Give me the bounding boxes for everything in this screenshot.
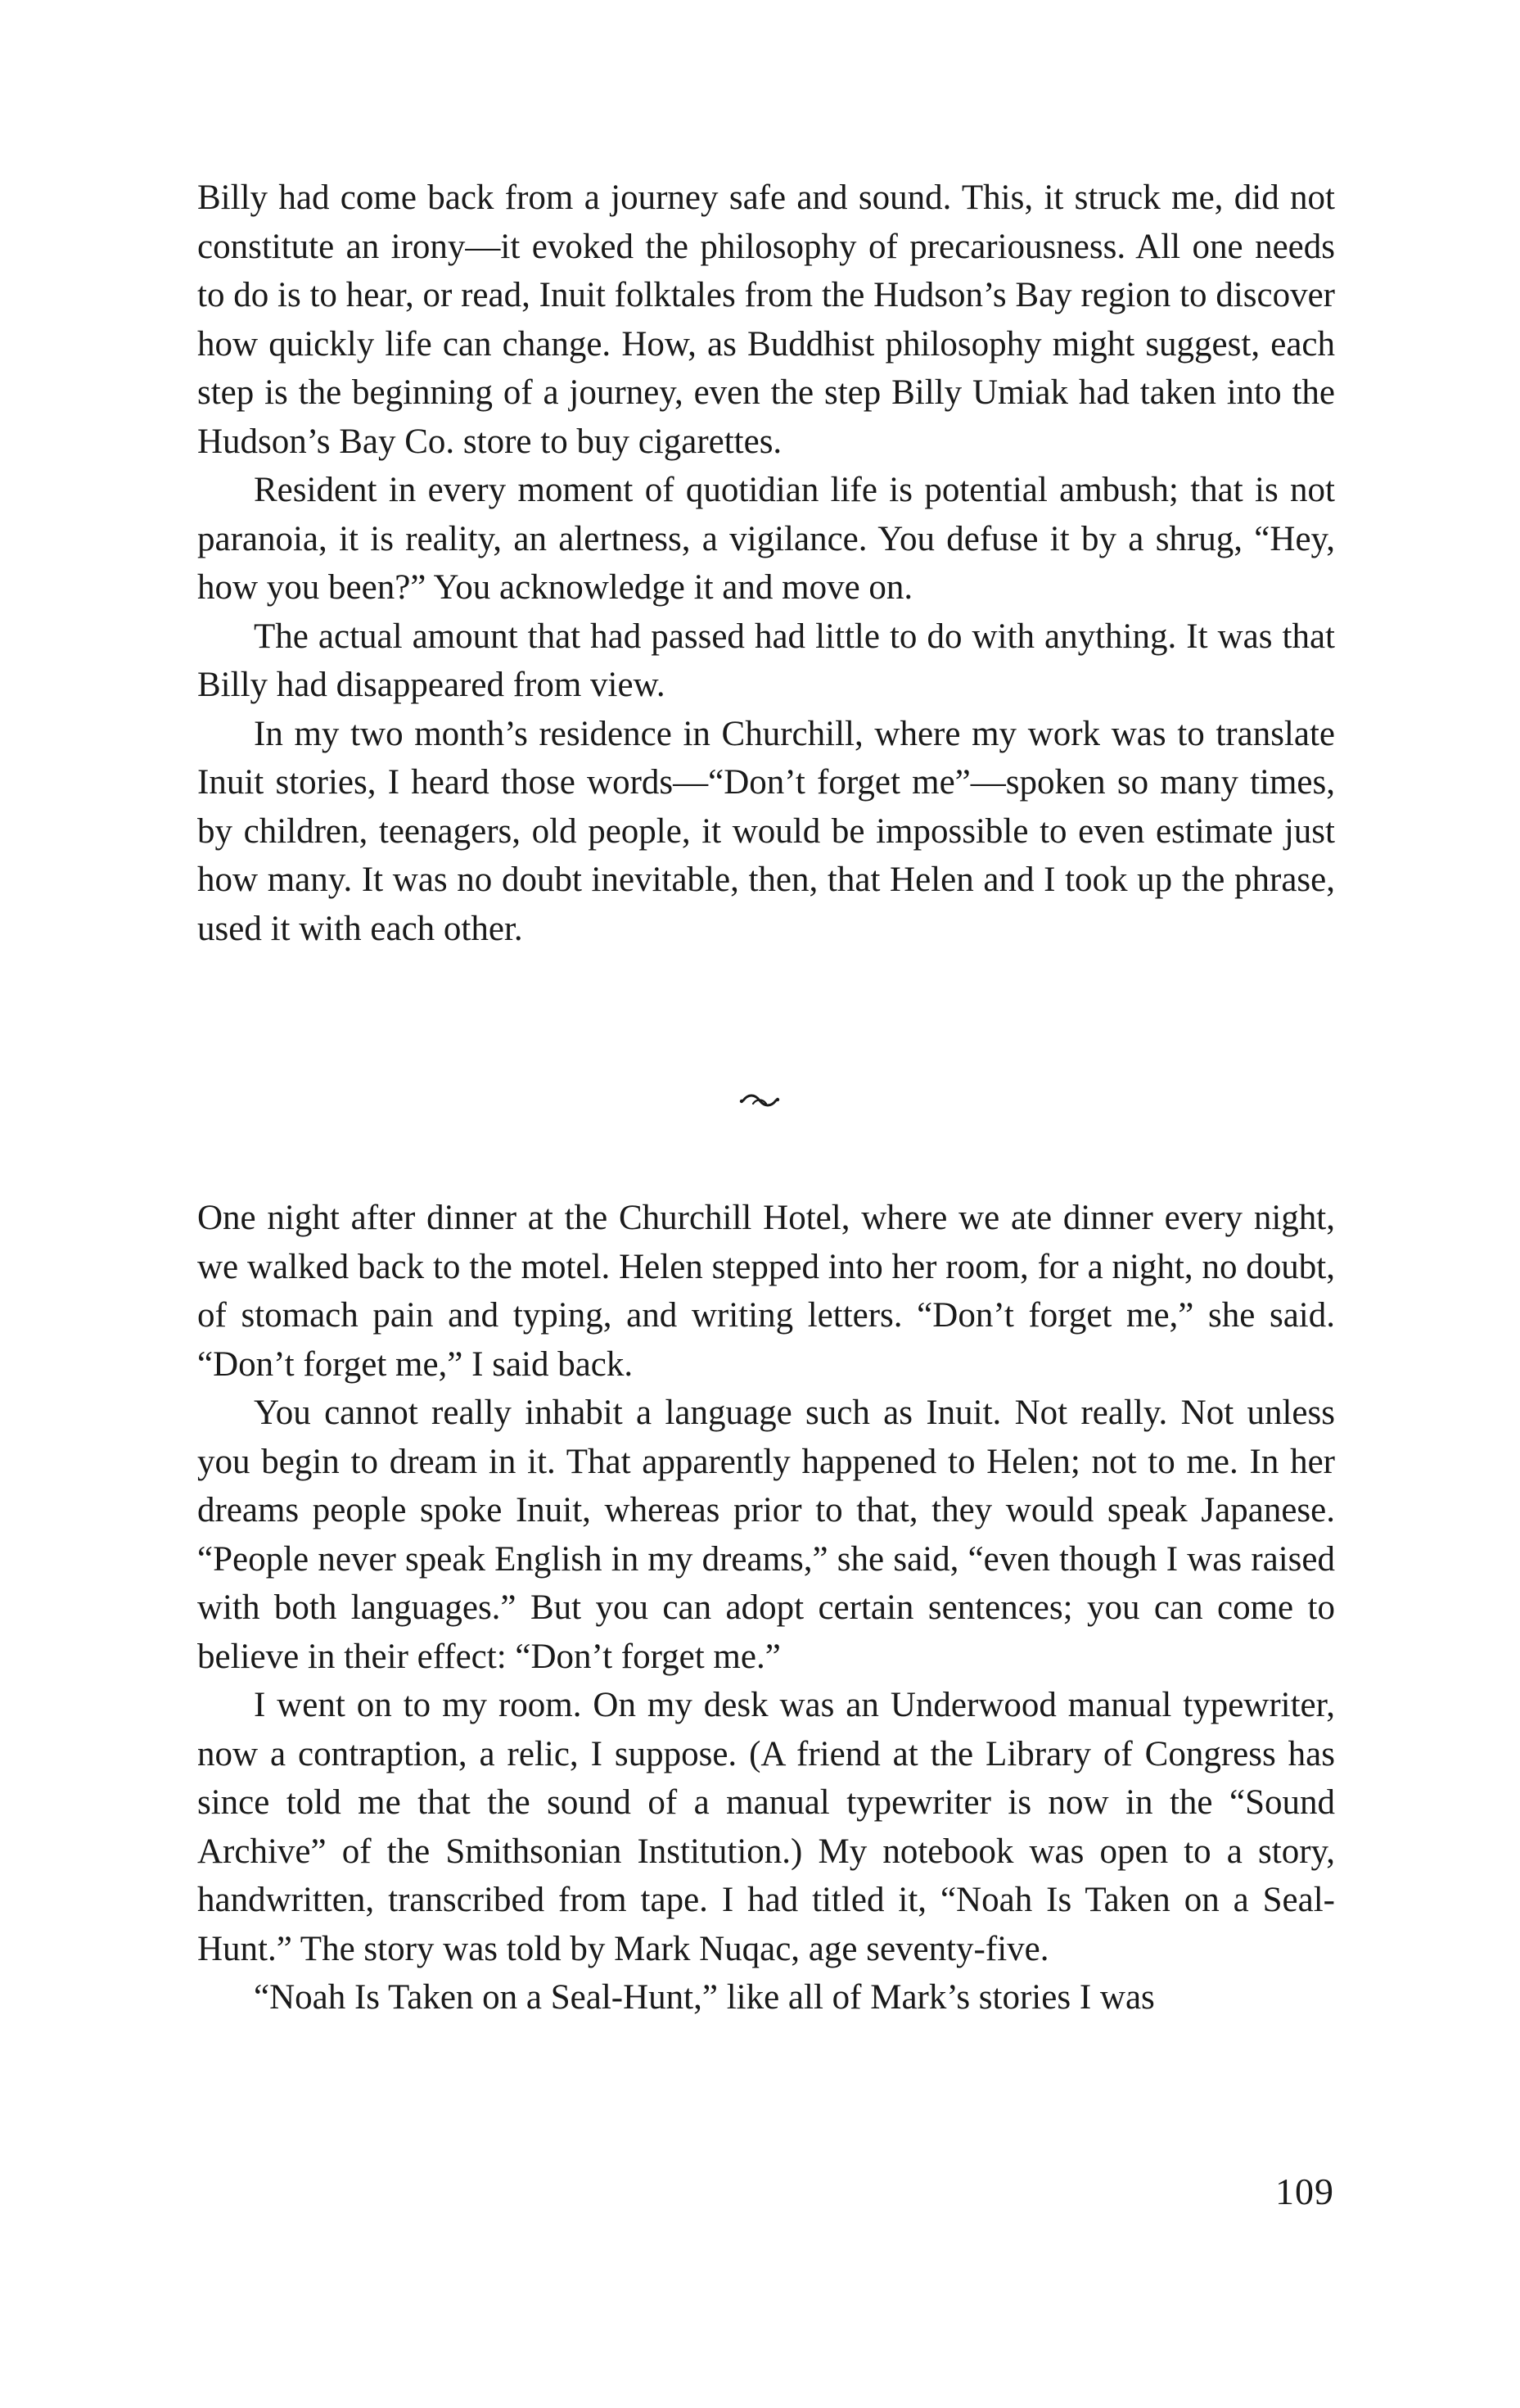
paragraph: One night after dinner at the Churchill Hotel, where we ate dinner every night, we walked back to the motel. Helen stepped into her room, for a night, no doubt, of stomach pain and typing, and writing letters. “Don’t forget me,” she said. “Don’t forget me,” I said back. [197, 1199, 1335, 1384]
paragraph: Resident in every moment of quotidian life is potential ambush; that is not paranoia, it is reality, an alertness, a vigilance. You defuse it by a shrug, “Hey, how you been?” You acknowledge it and move on. [197, 471, 1335, 607]
paragraph: I went on to my room. On my desk was an Underwood manual typewriter, now a contraption, a relic, I suppose. (A friend at the Library of Congress has since told me that the sound of a manual typewriter is now in the “Sound Archive” of the Smithsonian Institution.) My notebook was open to a story, handwritten, transcribed from tape. I had titled it, “Noah Is Taken on a Seal-Hunt.” The story was told by Mark Nuqac, age seventy-five. [197, 1686, 1335, 1968]
text-section-one [197, 174, 1335, 953]
paragraph: Billy had come back from a journey safe and sound. This, it struck me, did not constitute an irony—it evoked the philosophy of precariousness. All one needs to do is to hear, or read, Inuit folktales from the Hudson’s Bay region to discover how quickly life can change. How, as Buddhist philosophy might suggest, each step is the beginning of a journey, even the step Billy Umiak had taken into the Hudson’s Bay Co. store to buy cigarettes. [197, 178, 1335, 461]
paragraph: “Noah Is Taken on a Seal-Hunt,” like all of Mark’s stories I was [254, 1978, 1155, 2017]
page-number: 109 [1275, 2171, 1334, 2212]
section-break-ornament-icon [735, 1089, 784, 1114]
paragraph: In my two month’s residence in Churchill, where my work was to translate Inuit stories, I heard those words—“Don’t forget me”—spoken so many times, by children, teenagers, old people, it would be impossible to even estimate just how many. It was no doubt inevitable, then, that Helen and I took up the phrase, used it with each other. [197, 714, 1335, 948]
paragraph: The actual amount that had passed had little to do with anything. It was that Billy had disappeared from view. [197, 617, 1335, 704]
paragraph: You cannot really inhabit a language such as Inuit. Not really. Not unless you begin to dream in it. That apparently happened to Helen; not to me. In her dreams people spoke Inuit, whereas prior to that, they would speak Japanese. “People never speak English in my dreams,” she said, “even though I was raised with both languages.” But you can adopt certain sentences; you can come to believe in their effect: “Don’t forget me.” [197, 1394, 1335, 1676]
text-section-two [197, 1194, 1335, 2022]
